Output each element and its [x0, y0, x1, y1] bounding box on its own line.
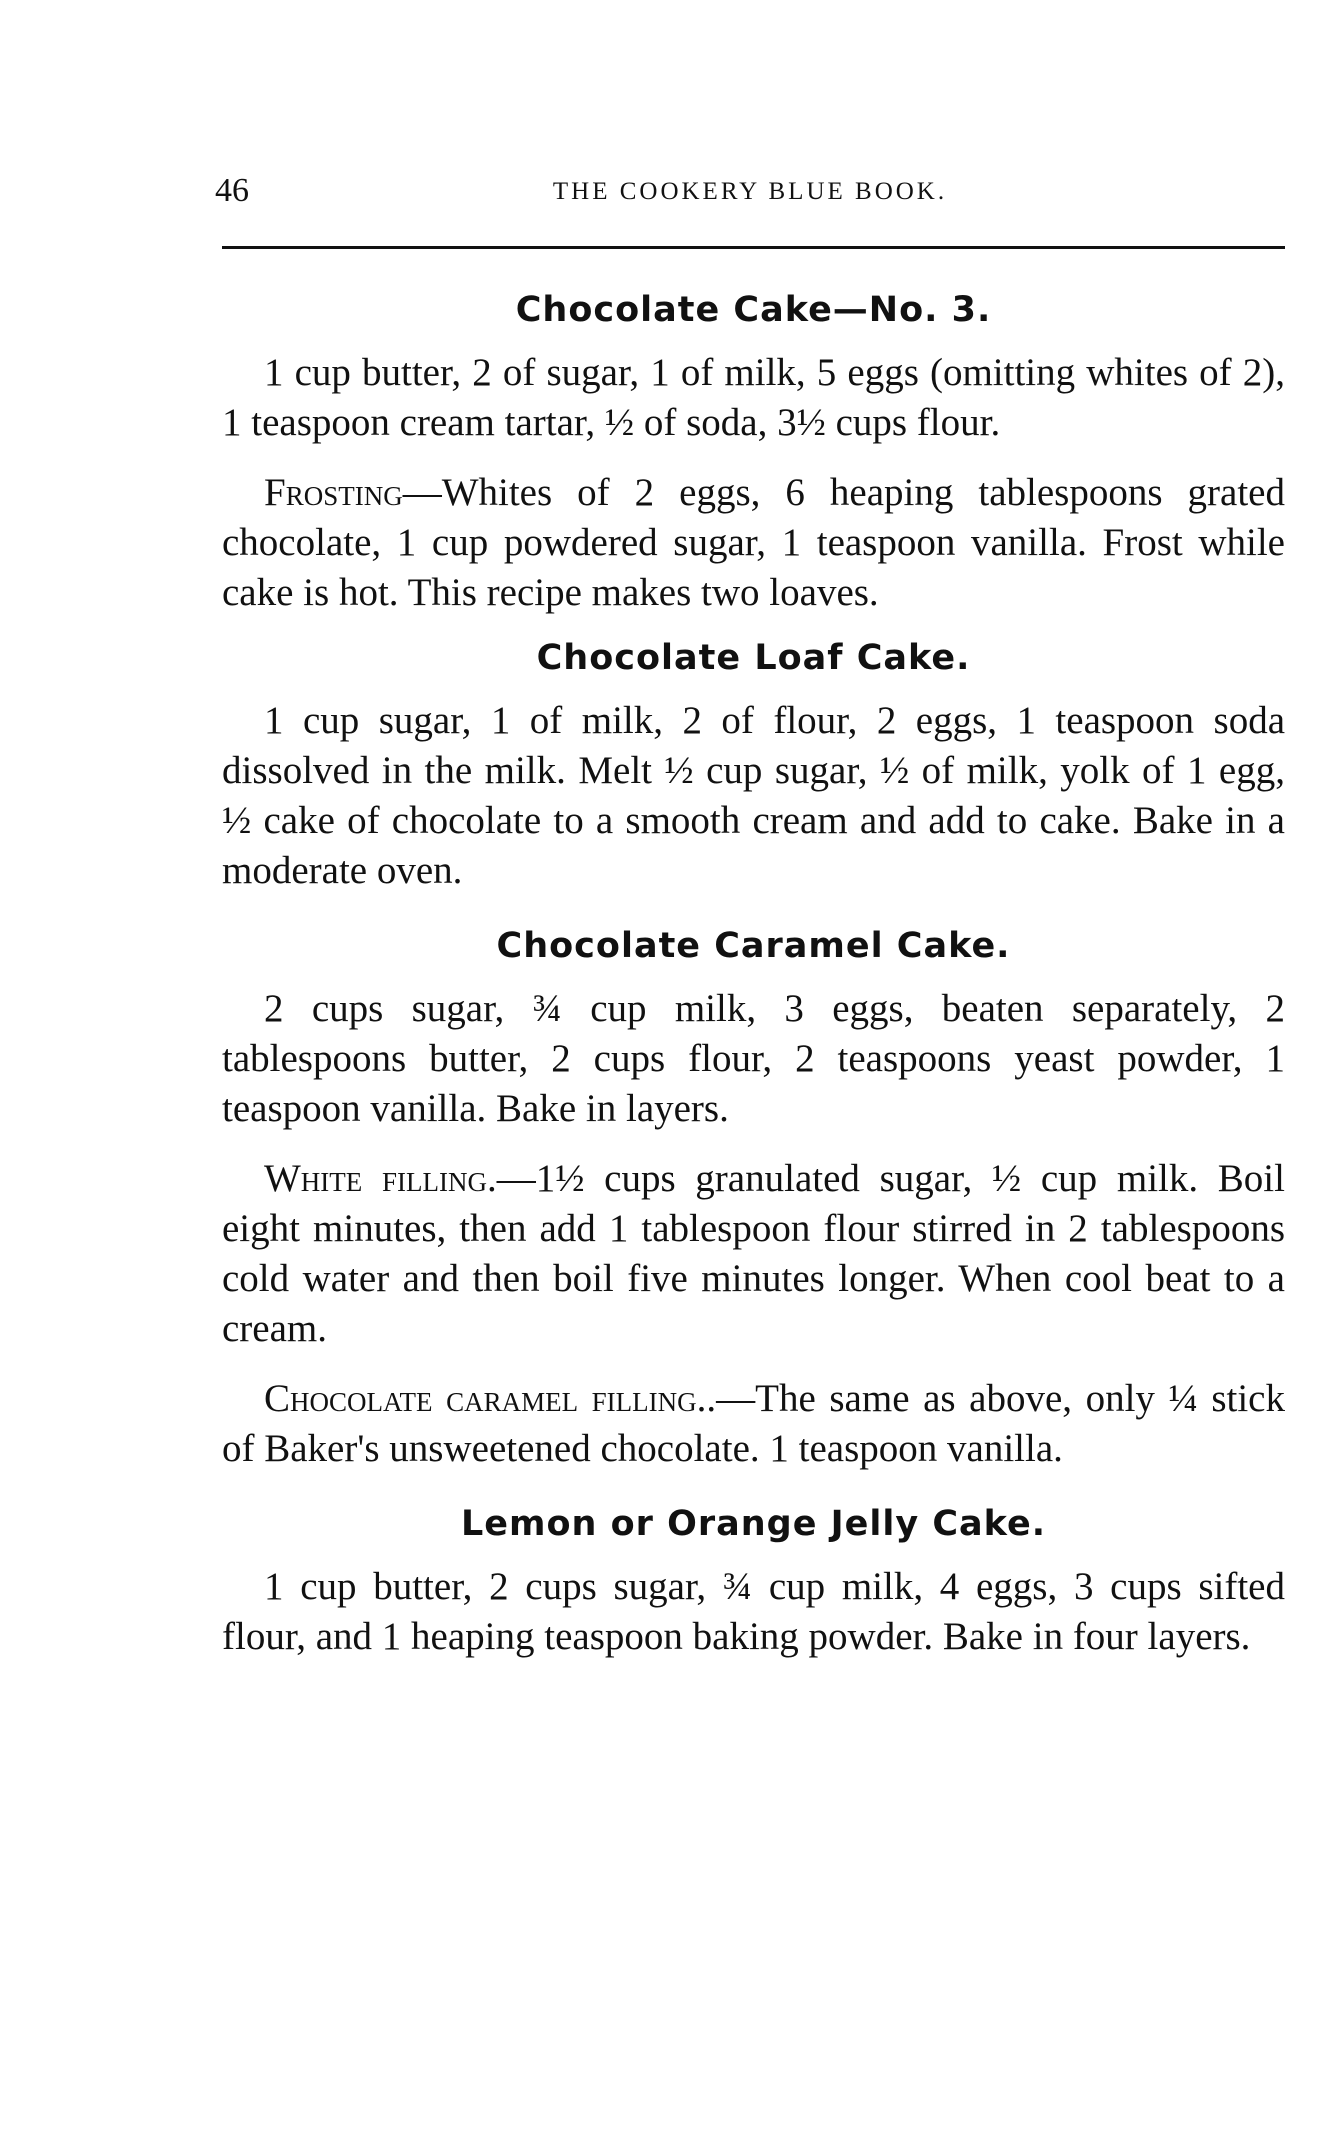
recipe-chocolate-cake-no-3: [222, 290, 1285, 618]
recipe-ingredients: 1 cup sugar, 1 of milk, 2 of flour, 2 eggs, 1 teaspoon soda dissolved in the milk. Melt ½ cup sugar, ½ of milk, yolk of 1 egg, ½ cake of chocolate to a smooth cream and add to cake. Bake in a moderate oven.: [222, 699, 1285, 892]
note-label: White filling.: [264, 1157, 497, 1200]
header-rule: [222, 246, 1285, 249]
recipe-chocolate-loaf-cake: [222, 638, 1285, 896]
page-content: [222, 290, 1285, 1682]
running-title: THE COOKERY BLUE BOOK.: [552, 178, 948, 205]
recipe-ingredients: 1 cup butter, 2 of sugar, 1 of milk, 5 eggs (omitting whites of 2), 1 teaspoon cream tartar, ½ of soda, 3½ cups flour.: [222, 351, 1285, 444]
note-text: —The same as above, only ¼ stick of Baker's unsweetened chocolate. 1 teaspoon vanilla.: [222, 1377, 1285, 1470]
page-number: 46: [215, 172, 249, 209]
note-text: —Whites of 2 eggs, 6 heaping tablespoons grated chocolate, 1 cup powdered sugar, 1 teaspoon vanilla. Frost while cake is hot. This recipe makes two loaves.: [222, 471, 1285, 614]
page-header: [215, 172, 1285, 222]
recipe-note: [222, 1154, 1285, 1354]
spacer: [222, 1494, 1285, 1504]
recipe-title: Chocolate Loaf Cake.: [536, 638, 971, 678]
spacer: [222, 916, 1285, 926]
note-text: —1½ cups granulated sugar, ½ cup milk. Boil eight minutes, then add 1 tablespoon flour stirred in 2 tablespoons cold water and then boil five minutes longer. When cool beat to a cream.: [222, 1157, 1285, 1350]
recipe-note-2: [222, 1374, 1285, 1474]
recipe-title: Chocolate Cake—No. 3.: [515, 290, 992, 330]
recipe-title: Chocolate Caramel Cake.: [496, 926, 1011, 966]
recipe-note: [222, 468, 1285, 618]
note-label: Chocolate caramel filling..: [264, 1377, 717, 1420]
recipe-ingredients: 1 cup butter, 2 cups sugar, ¾ cup milk, 4 eggs, 3 cups sifted flour, and 1 heaping teaspoon baking powder. Bake in four layers.: [222, 1565, 1285, 1658]
recipe-lemon-orange-jelly-cake: [222, 1504, 1285, 1662]
note-label: Frosting: [264, 471, 403, 514]
recipe-title: Lemon or Orange Jelly Cake.: [460, 1504, 1047, 1544]
recipe-ingredients: 2 cups sugar, ¾ cup milk, 3 eggs, beaten separately, 2 tablespoons butter, 2 cups flour, 2 teaspoons yeast powder, 1 teaspoon vanilla. Bake in layers.: [222, 987, 1285, 1130]
recipe-chocolate-caramel-cake: [222, 926, 1285, 1474]
